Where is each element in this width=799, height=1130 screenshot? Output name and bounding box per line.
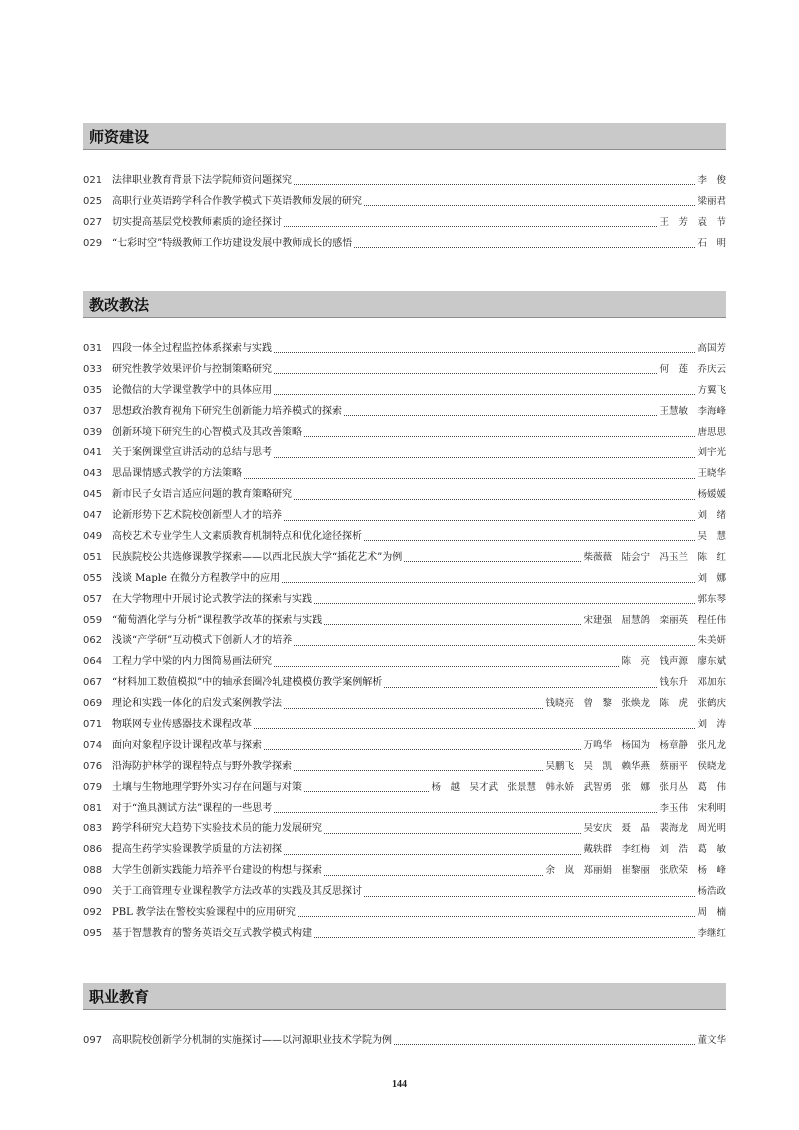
entry-page-number: 029 <box>83 237 103 249</box>
entry-title: 思想政治教育视角下研究生创新能力培养模式的探索 <box>112 405 342 417</box>
entry-list <box>83 1031 726 1052</box>
entry-author: 余 岚 郑丽娟 崔黎丽 张欣荣 杨 峰 <box>545 865 726 877</box>
dot-leader <box>304 788 429 792</box>
entry-title: 关于案例课堂宣讲活动的总结与思考 <box>112 447 272 459</box>
entry-author: 杨浩政 <box>697 886 726 898</box>
entry-page-number: 041 <box>83 447 103 459</box>
toc-entry[interactable] <box>83 506 726 527</box>
dot-leader <box>324 872 543 876</box>
dot-leader <box>394 1041 695 1045</box>
entry-author: 何 莲 乔庆云 <box>659 363 726 375</box>
entry-page-number: 043 <box>83 468 103 480</box>
entry-author: 戴轶群 李红梅 刘 浩 葛 敏 <box>583 844 726 856</box>
toc-entry[interactable] <box>83 423 726 444</box>
entry-page-number: 081 <box>83 802 103 814</box>
toc-entry[interactable] <box>83 840 726 861</box>
toc-entry[interactable] <box>83 192 726 213</box>
entry-author: 唐思思 <box>697 426 726 438</box>
toc-section <box>83 291 726 945</box>
toc-entry[interactable] <box>83 673 726 694</box>
entry-author: 董文华 <box>697 1035 726 1046</box>
entry-author: 吴安庆 聂 晶 裴海龙 周光明 <box>583 823 726 835</box>
dot-leader <box>264 746 581 750</box>
dot-leader <box>284 223 657 227</box>
section-heading: 师资建设 <box>83 123 726 150</box>
entry-page-number: 086 <box>83 844 103 856</box>
toc-entry[interactable] <box>83 339 726 360</box>
entry-author: 李玉伟 宋利明 <box>659 802 726 814</box>
dot-leader <box>294 181 695 185</box>
entry-page-number: 064 <box>83 656 103 668</box>
entry-title: 创新环境下研究生的心智模式及其改善策略 <box>112 426 302 438</box>
entry-title: 民族院校公共选修课教学探索——以西北民族大学“插花艺术”为例 <box>112 551 403 563</box>
entry-author: 刘 绪 <box>697 510 726 522</box>
toc-entry[interactable] <box>83 611 726 632</box>
entry-title: 高职院校创新学分机制的实施探讨——以河源职业技术学院为例 <box>112 1035 392 1046</box>
entry-author: 王 芳 袁 节 <box>659 216 726 228</box>
entry-title: 浅谈“产学研”互动模式下创新人才的培养 <box>112 635 293 647</box>
entry-page-number: 059 <box>83 614 103 626</box>
entry-author: 郭东琴 <box>697 593 726 605</box>
entry-list <box>83 171 726 255</box>
entry-title: 切实提高基层党校教师素质的途径探讨 <box>112 216 282 228</box>
entry-title: 研究性教学效果评价与控制策略研究 <box>112 363 272 375</box>
entry-author: 方翼飞 <box>697 384 726 396</box>
dot-leader <box>364 202 695 206</box>
toc-entry[interactable] <box>83 1031 726 1052</box>
dot-leader <box>294 496 695 500</box>
dot-leader <box>294 767 543 771</box>
entry-page-number: 031 <box>83 343 103 354</box>
dot-leader <box>364 893 695 897</box>
entry-author: 刘 涛 <box>697 719 726 731</box>
toc-entry[interactable] <box>83 171 726 192</box>
entry-author: 刘宇光 <box>697 447 726 459</box>
dot-leader <box>284 851 581 855</box>
entry-author: 万鸣华 杨国为 杨章静 张凡龙 <box>583 739 726 751</box>
entry-page-number: 090 <box>83 886 103 898</box>
toc-entry[interactable] <box>83 861 726 882</box>
dot-leader <box>274 663 619 667</box>
toc-entry[interactable] <box>83 402 726 423</box>
dot-leader <box>324 830 581 834</box>
toc-section <box>83 983 726 1052</box>
toc-entry[interactable] <box>83 569 726 590</box>
entry-page-number: 047 <box>83 510 103 522</box>
toc-entry[interactable] <box>83 464 726 485</box>
dot-leader <box>304 433 695 437</box>
entry-author: 朱美妍 <box>697 635 726 647</box>
dot-leader <box>404 558 581 562</box>
toc-entry[interactable] <box>83 527 726 548</box>
toc-entry[interactable] <box>83 903 726 924</box>
entry-list <box>83 339 726 945</box>
entry-page-number: 057 <box>83 593 103 605</box>
entry-page-number: 033 <box>83 363 103 375</box>
section-heading: 职业教育 <box>83 983 726 1010</box>
dot-leader <box>274 370 657 374</box>
toc-entry[interactable] <box>83 924 726 945</box>
entry-page-number: 025 <box>83 195 103 207</box>
dot-leader <box>282 579 695 583</box>
entry-title: “材料加工数值模拟”中的轴承套圈冷轧建模模仿教学案例解析 <box>112 677 383 689</box>
entry-title: 基于智慧教育的警务英语交互式教学模式构建 <box>112 927 312 939</box>
toc-entry[interactable] <box>83 631 726 652</box>
toc-entry[interactable] <box>83 443 726 464</box>
entry-author: 杨 越 吴才武 张景慧 韩永娇 武智勇 张 娜 张月丛 葛 伟 <box>431 781 726 793</box>
entry-page-number: 021 <box>83 175 103 186</box>
entry-page-number: 067 <box>83 677 103 689</box>
entry-title: “葡萄酒化学与分析”课程教学改革的探索与实践 <box>112 614 323 626</box>
entry-title: 理论和实践一体化的启发式案例教学法 <box>112 698 282 710</box>
entry-title: 高校艺术专业学生人文素质教育机制特点和优化途径探析 <box>112 531 362 543</box>
entry-title: 在大学物理中开展讨论式教学法的探索与实践 <box>112 593 312 605</box>
entry-title: 关于工商管理专业课程教学方法改革的实践及其反思探讨 <box>112 886 362 898</box>
dot-leader <box>298 913 696 917</box>
toc-entry[interactable] <box>83 799 726 820</box>
entry-title: 沿海防护林学的课程特点与野外教学探索 <box>112 760 292 772</box>
entry-page-number: 039 <box>83 426 103 438</box>
entry-page-number: 092 <box>83 907 103 919</box>
entry-author: 刘 娜 <box>697 572 726 584</box>
entry-page-number: 071 <box>83 719 103 731</box>
entry-page-number: 083 <box>83 823 103 835</box>
toc-section <box>83 123 726 255</box>
entry-author: 周 楠 <box>697 907 726 919</box>
entry-page-number: 088 <box>83 865 103 877</box>
entry-title: 思品课情感式教学的方法策略 <box>112 468 242 480</box>
entry-author: 李继红 <box>697 927 726 939</box>
entry-title: 提高生药学实验课教学质量的方法初探 <box>112 844 282 856</box>
entry-page-number: 051 <box>83 551 103 563</box>
entry-title: 法律职业教育背景下法学院师资问题探究 <box>112 175 292 186</box>
entry-title: 工程力学中梁的内力图简易画法研究 <box>112 656 272 668</box>
toc-entry[interactable] <box>83 590 726 611</box>
entry-page-number: 079 <box>83 781 103 793</box>
entry-title: 高职行业英语跨学科合作教学模式下英语教师发展的研究 <box>112 195 362 207</box>
entry-author: 李 俊 <box>697 175 726 186</box>
entry-page-number: 076 <box>83 760 103 772</box>
entry-author: 吴鹏飞 吴 凯 赖华燕 蔡丽平 侯晓龙 <box>545 760 726 772</box>
toc-entry[interactable] <box>83 757 726 778</box>
toc-entry[interactable] <box>83 694 726 715</box>
toc-entry[interactable] <box>83 819 726 840</box>
entry-title: PBL 教学法在警校实验课程中的应用研究 <box>112 907 296 919</box>
entry-author: 石 明 <box>697 237 726 249</box>
dot-leader <box>244 475 695 479</box>
dot-leader <box>364 537 695 541</box>
entry-page-number: 027 <box>83 216 103 228</box>
dot-leader <box>274 391 695 395</box>
entry-author: 钱东升 邓加东 <box>659 677 726 689</box>
dot-leader <box>254 725 695 729</box>
dot-leader <box>324 621 581 625</box>
toc-entry[interactable] <box>83 360 726 381</box>
entry-title: 物联网专业传感器技术课程改革 <box>112 719 252 731</box>
entry-author: 高国芳 <box>697 343 726 354</box>
dot-leader <box>384 684 657 688</box>
entry-author: 陈 亮 钱声源 廖东斌 <box>621 656 726 668</box>
toc-entry[interactable] <box>83 715 726 736</box>
entry-title: 土壤与生物地理学野外实习存在问题与对策 <box>112 781 302 793</box>
entry-author: 王慧敏 李海峰 <box>659 405 726 417</box>
toc-entry[interactable] <box>83 485 726 506</box>
entry-page-number: 055 <box>83 572 103 584</box>
entry-title: 新市民子女语言适应问题的教育策略研究 <box>112 489 292 501</box>
dot-leader <box>344 412 657 416</box>
dot-leader <box>284 705 543 709</box>
dot-leader <box>284 517 695 521</box>
entry-title: 跨学科研究大趋势下实验技术员的能力发展研究 <box>112 823 322 835</box>
entry-title: 四段一体全过程监控体系探索与实践 <box>112 343 272 354</box>
dot-leader <box>354 244 695 248</box>
entry-title: 论微信的大学课堂教学中的具体应用 <box>112 384 272 396</box>
entry-author: 吴 慧 <box>697 531 726 543</box>
entry-author: 王晓华 <box>697 468 726 480</box>
entry-page-number: 095 <box>83 927 103 939</box>
section-heading: 教改教法 <box>83 291 726 318</box>
toc-entry[interactable] <box>83 213 726 234</box>
entry-title: “七彩时空”特级教师工作坊建设发展中教师成长的感悟 <box>112 237 353 249</box>
entry-page-number: 074 <box>83 739 103 751</box>
toc-entry[interactable] <box>83 652 726 673</box>
entry-title: 论新形势下艺术院校创新型人才的培养 <box>112 510 282 522</box>
dot-leader <box>274 454 695 458</box>
dot-leader <box>274 349 695 353</box>
toc-entry[interactable] <box>83 548 726 569</box>
dot-leader <box>314 600 695 604</box>
entry-page-number: 062 <box>83 635 103 647</box>
entry-author: 梁丽君 <box>697 195 726 207</box>
entry-title: 大学生创新实践能力培养平台建设的构想与探索 <box>112 865 322 877</box>
entry-author: 宋建强 屈慧鸽 栾丽英 程任伟 <box>583 614 726 626</box>
toc-entry[interactable] <box>83 882 726 903</box>
entry-page-number: 045 <box>83 489 103 501</box>
entry-author: 柴薇薇 陆会宁 冯玉兰 陈 红 <box>583 551 726 563</box>
entry-title: 浅谈 Maple 在微分方程教学中的应用 <box>112 572 281 584</box>
toc-entry[interactable] <box>83 736 726 757</box>
entry-author: 杨媛媛 <box>697 489 726 501</box>
entry-title: 对于“渔具测试方法”课程的一些思考 <box>112 802 273 814</box>
dot-leader <box>314 934 695 938</box>
entry-page-number: 037 <box>83 405 103 417</box>
page-number: 144 <box>392 1079 407 1090</box>
entry-page-number: 069 <box>83 698 103 710</box>
dot-leader <box>274 809 657 813</box>
entry-author: 钱晓亮 曾 黎 张焕龙 陈 虎 张鹤庆 <box>545 698 726 710</box>
dot-leader <box>294 642 695 646</box>
toc-entry[interactable] <box>83 778 726 799</box>
toc-entry[interactable] <box>83 381 726 402</box>
entry-title: 面向对象程序设计课程改革与探索 <box>112 739 262 751</box>
entry-page-number: 035 <box>83 384 103 396</box>
entry-page-number: 049 <box>83 531 103 543</box>
entry-page-number: 097 <box>83 1035 103 1046</box>
toc-entry[interactable] <box>83 234 726 255</box>
